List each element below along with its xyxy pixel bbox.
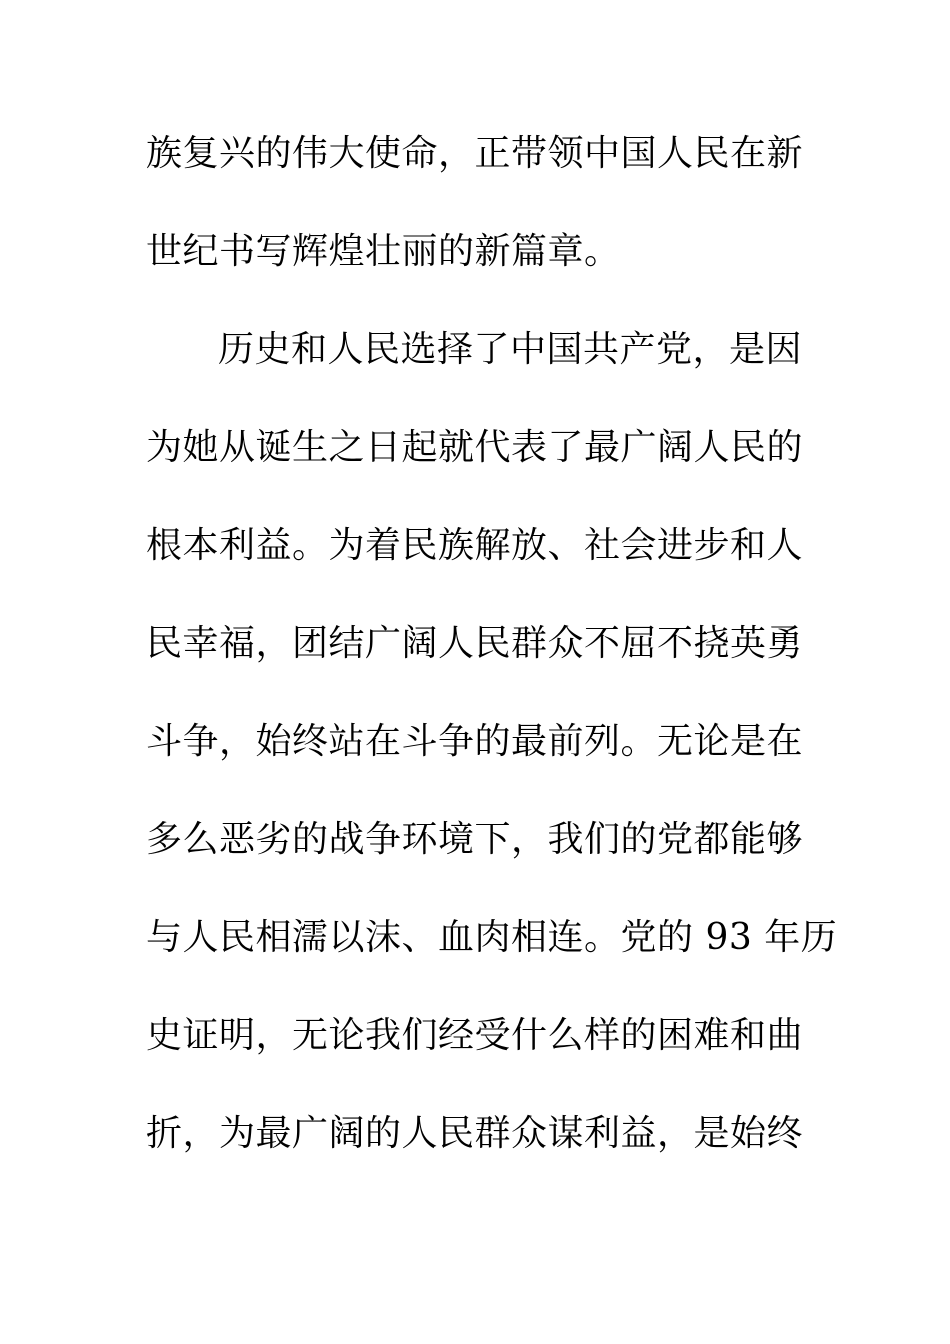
document-body — [146, 118, 838, 1196]
text-line: 史证明，无论我们经受什么样的困难和曲 — [146, 1015, 804, 1056]
text-line: 世纪书写辉煌壮丽的新篇章。 — [146, 231, 621, 272]
text-line: 为她从诞生之日起就代表了最广阔人民的 — [146, 427, 804, 468]
text-line: 民幸福，团结广阔人民群众不屈不挠英勇 — [146, 623, 804, 664]
text-line: 多么恶劣的战争环境下，我们的党都能够 — [146, 819, 804, 860]
text-line: 族复兴的伟大使命，正带领中国人民在新 — [146, 133, 804, 174]
text-line: 与人民相濡以沫、血肉相连。党的 93 年历 — [146, 917, 838, 958]
paragraph-start-line: 历史和人民选择了中国共产党，是因 — [218, 329, 803, 370]
text-line: 折，为最广阔的人民群众谋利益，是始终 — [146, 1113, 804, 1154]
text-line: 斗争，始终站在斗争的最前列。无论是在 — [146, 721, 804, 762]
text-line: 根本利益。为着民族解放、社会进步和人 — [146, 525, 804, 566]
